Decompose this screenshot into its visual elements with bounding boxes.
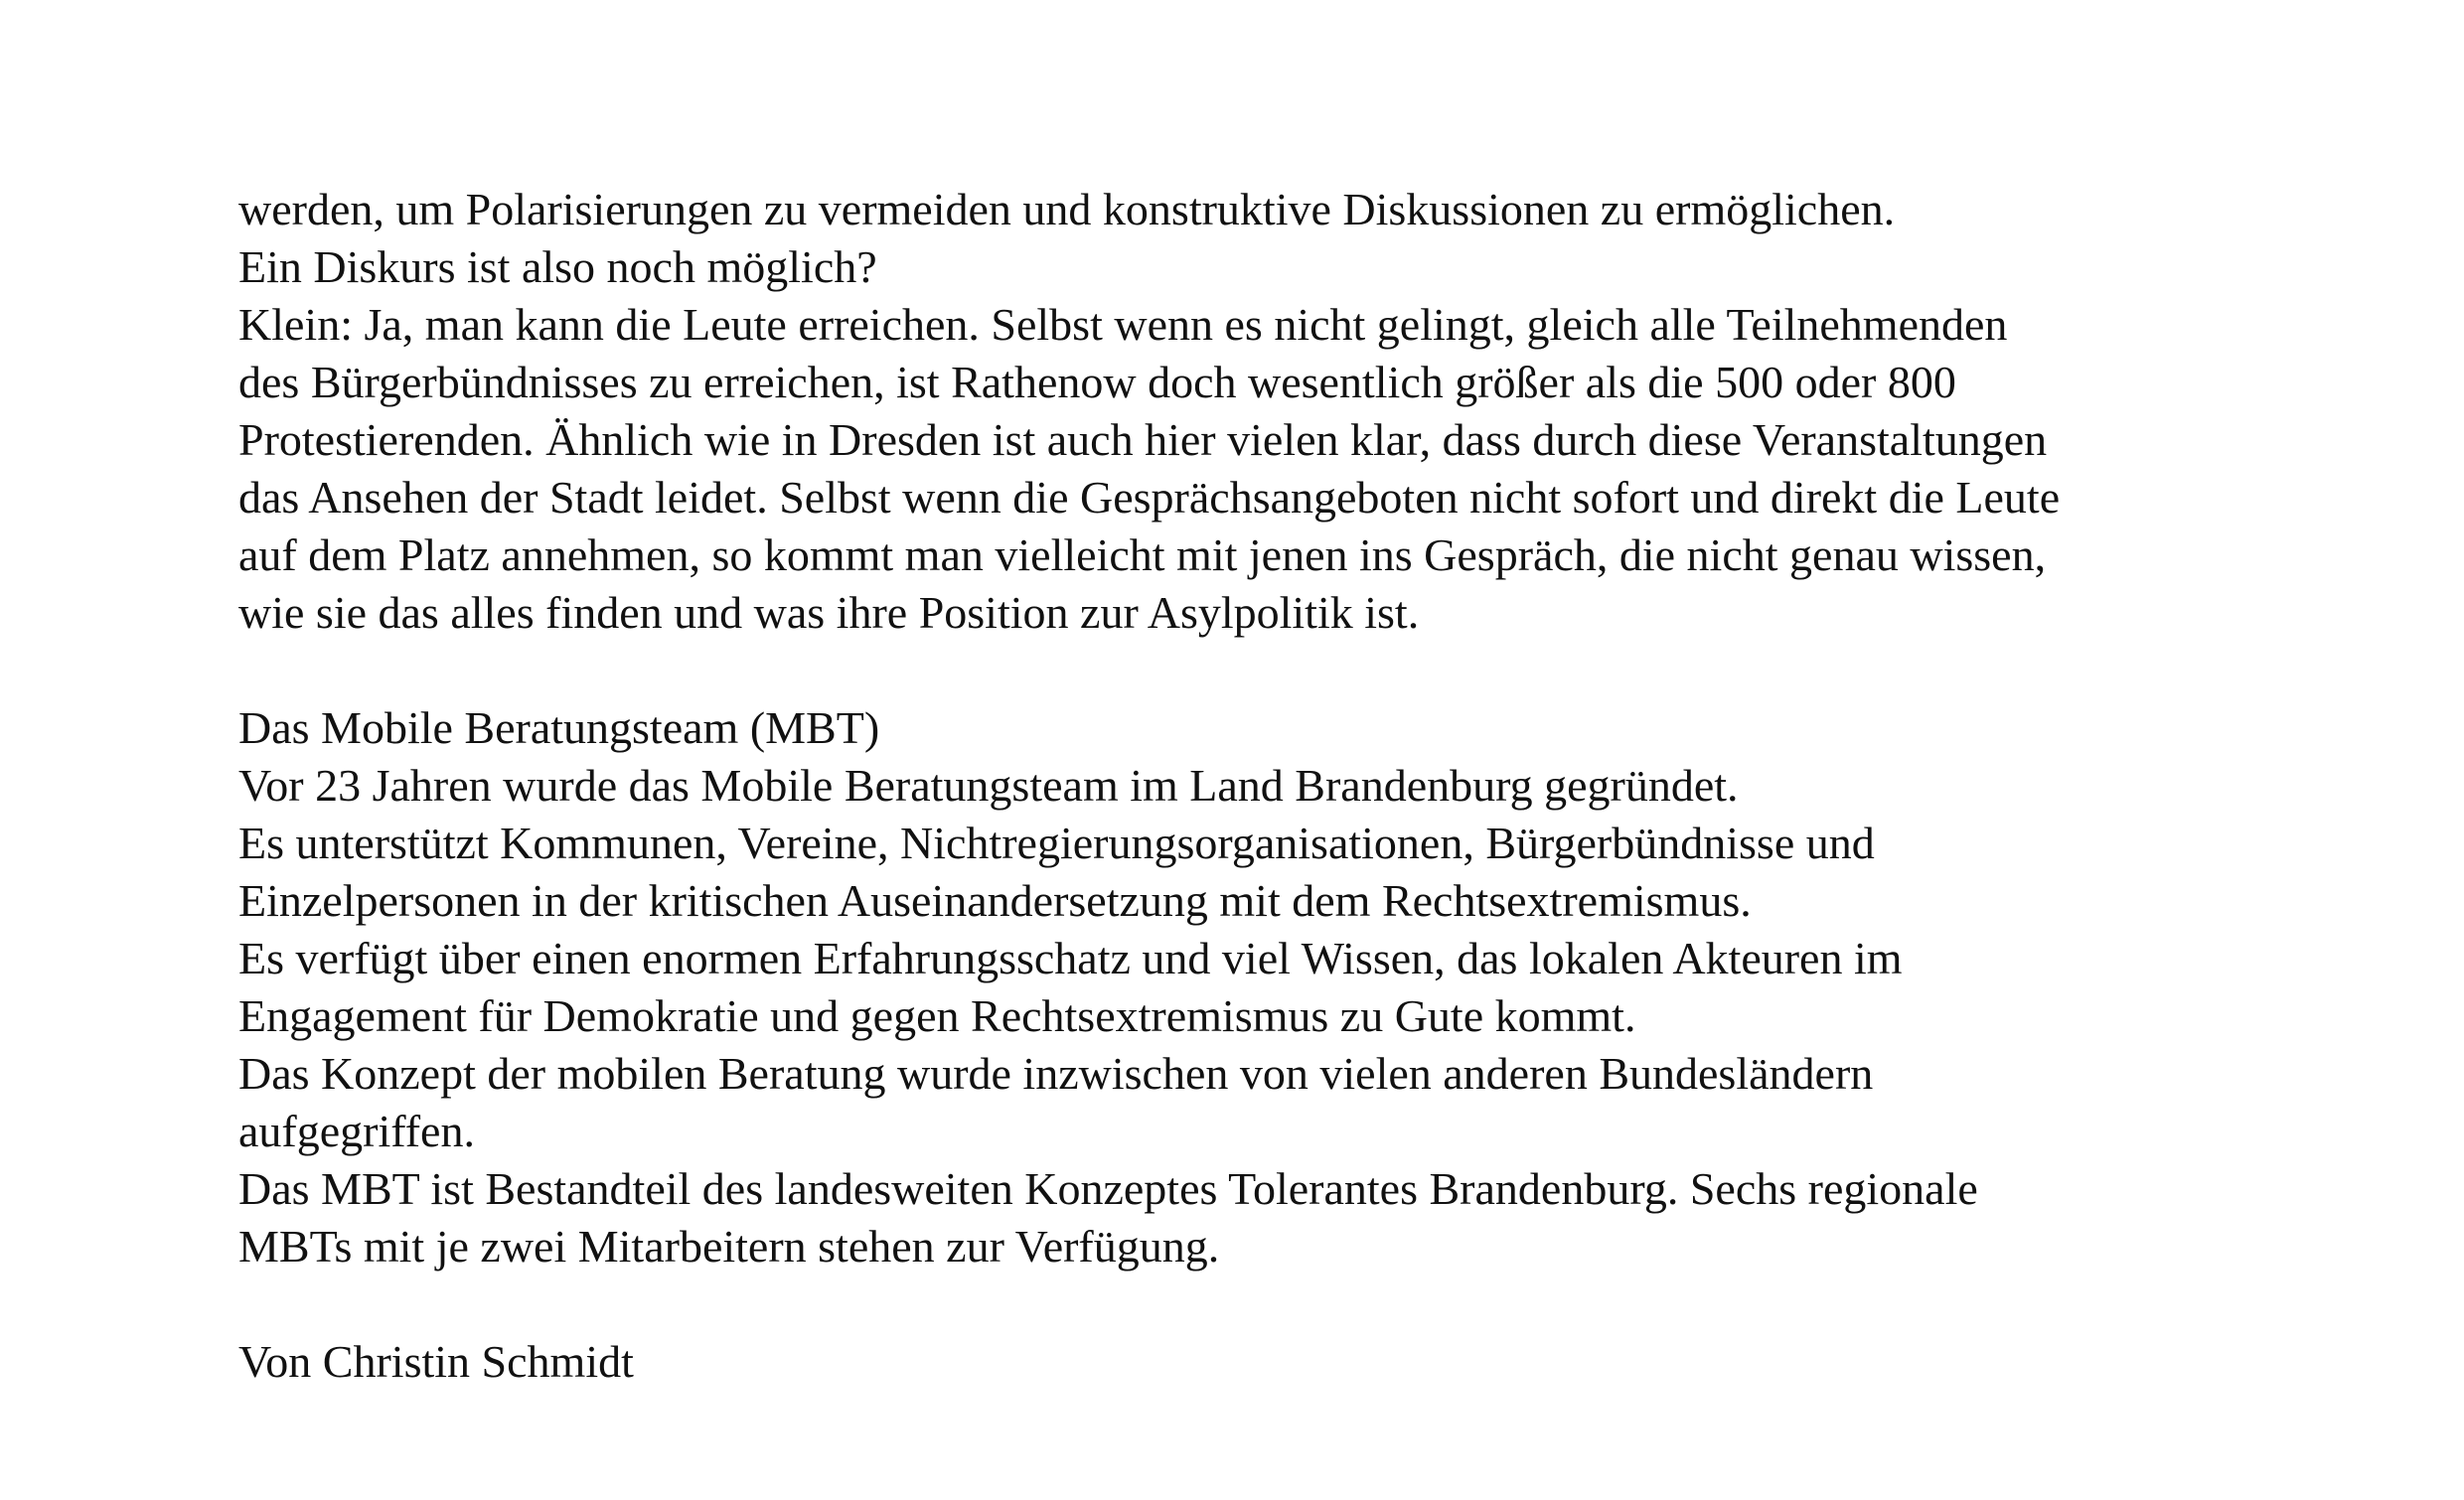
paragraph-gap (238, 642, 2365, 699)
text-line: wie sie das alles finden und was ihre Position zur Asylpolitik ist. (238, 587, 1420, 638)
text-line: Klein: Ja, man kann die Leute erreichen. Selbst wenn es nicht gelingt, gleich alle Teilnehmenden (238, 299, 2008, 350)
text-line: Das Konzept der mobilen Beratung wurde inzwischen von vielen anderen Bundesländern (238, 1048, 1874, 1099)
text-line: aufgegriffen. (238, 1106, 475, 1156)
text-line: Das MBT ist Bestandteil des landesweiten Konzeptes Tolerantes Brandenburg. Sechs regionale (238, 1163, 1978, 1214)
text-line: werden, um Polarisierungen zu vermeiden und konstruktive Diskussionen zu ermöglichen. (238, 184, 1896, 234)
interview-section (238, 181, 2365, 642)
section-heading: Das Mobile Beratungsteam (MBT) (238, 702, 880, 753)
text-line: Protestierenden. Ähnlich wie in Dresden ist auch hier vielen klar, dass durch diese Veranstaltungen (238, 414, 2048, 465)
author-byline: Von Christin Schmidt (238, 1336, 634, 1387)
text-line: Es unterstützt Kommunen, Vereine, Nichtregierungsorganisationen, Bürgerbündnisse und (238, 818, 1875, 868)
text-line: Engagement für Demokratie und gegen Rechtsextremismus zu Gute kommt. (238, 990, 1636, 1041)
text-line: Vor 23 Jahren wurde das Mobile Beratungsteam im Land Brandenburg gegründet. (238, 760, 1739, 811)
body-text (238, 181, 2365, 1391)
text-line: auf dem Platz annehmen, so kommt man vielleicht mit jenen ins Gespräch, die nicht genau wissen, (238, 529, 2047, 580)
text-line: Einzelpersonen in der kritischen Auseinandersetzung mit dem Rechtsextremismus. (238, 875, 1752, 926)
text-line: des Bürgerbündnisses zu erreichen, ist Rathenow doch wesentlich größer als die 500 oder 800 (238, 357, 1956, 407)
text-line: MBTs mit je zwei Mitarbeitern stehen zur Verfügung. (238, 1221, 1220, 1272)
text-line: Es verfügt über einen enormen Erfahrungsschatz und viel Wissen, das lokalen Akteuren im (238, 933, 1903, 983)
paragraph-gap (238, 1275, 2365, 1333)
interview-question: Ein Diskurs ist also noch möglich? (238, 241, 877, 292)
text-line: das Ansehen der Stadt leidet. Selbst wenn die Gesprächsangeboten nicht sofort und direkt die Leute (238, 472, 2061, 523)
info-section (238, 699, 2365, 1275)
